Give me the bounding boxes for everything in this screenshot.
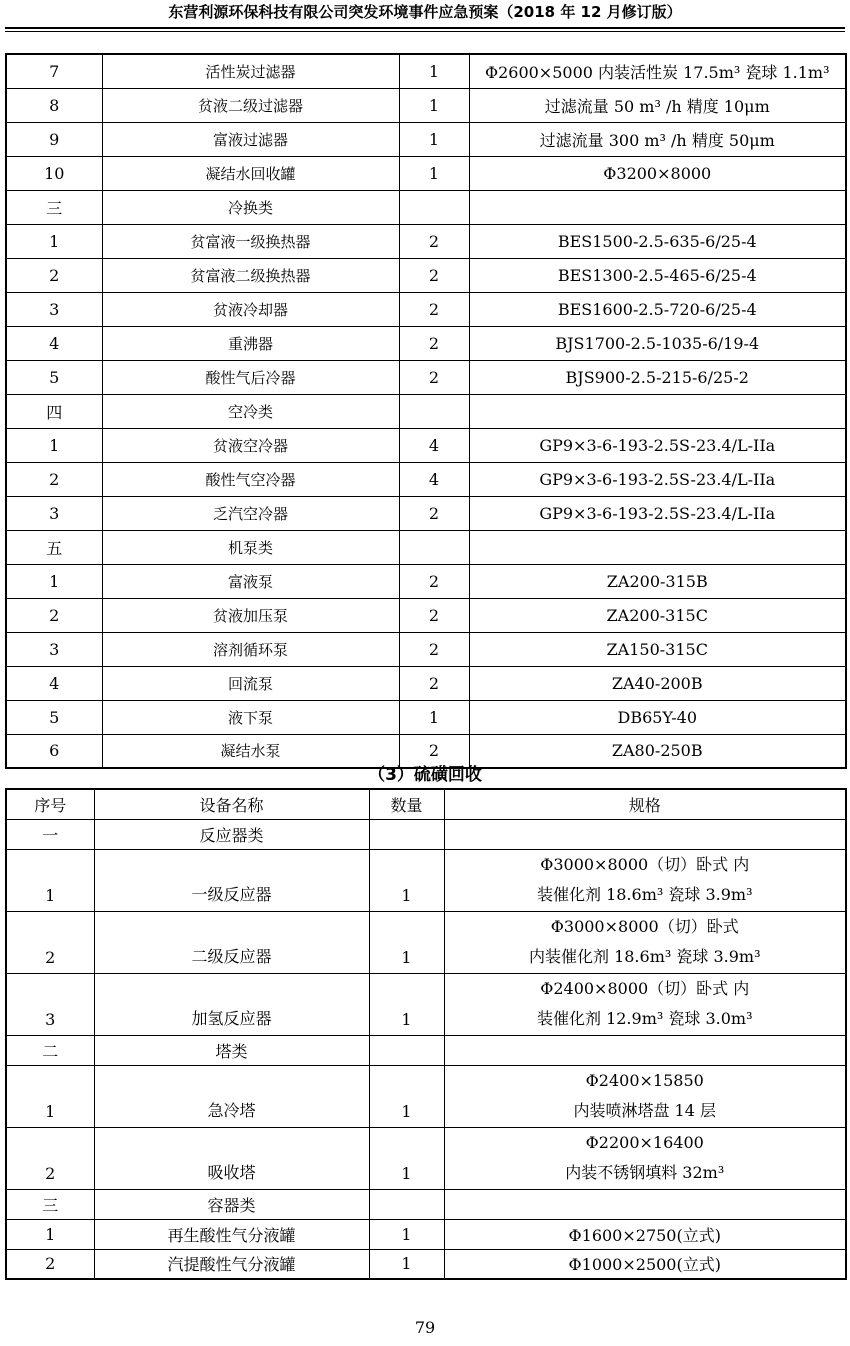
table-cell xyxy=(369,1189,444,1219)
table-cell: 富液泵 xyxy=(102,564,399,598)
table-cell: 1 xyxy=(6,1219,94,1249)
table-cell: ZA80-250B xyxy=(469,734,846,768)
table-cell xyxy=(444,1127,846,1189)
table-row xyxy=(6,326,846,360)
table-cell: 2 xyxy=(399,258,469,292)
table-cell: 2 xyxy=(399,360,469,394)
table-row xyxy=(6,462,846,496)
table-cell: 过滤流量 50 m³ /h 精度 10μm xyxy=(469,88,846,122)
table-cell: 2 xyxy=(6,462,102,496)
table-cell: ZA200-315C xyxy=(469,598,846,632)
table-cell: 过滤流量 300 m³ /h 精度 50μm xyxy=(469,122,846,156)
table-cell: GP9×3-6-193-2.5S-23.4/L-IIa xyxy=(469,496,846,530)
table-cell: 4 xyxy=(6,326,102,360)
spec-line: Φ3000×8000（切）卧式 xyxy=(550,917,739,936)
table-cell: 7 xyxy=(6,54,102,88)
table-cell: 3 xyxy=(6,632,102,666)
table-cell: 1 xyxy=(6,1065,94,1127)
table-row xyxy=(6,1189,846,1219)
table-cell: 贫液加压泵 xyxy=(102,598,399,632)
table-cell: 1 xyxy=(369,973,444,1035)
spec-line: 装催化剂 12.9m³ 瓷球 3.0m³ xyxy=(536,1009,753,1028)
table-cell: 2 xyxy=(6,598,102,632)
table-cell: 1 xyxy=(369,849,444,911)
page-number: 79 xyxy=(414,1318,436,1337)
table-cell: 二 xyxy=(6,1035,94,1065)
header-cell: 规格 xyxy=(444,789,846,819)
table-cell: 塔类 xyxy=(94,1035,369,1065)
table-row xyxy=(6,666,846,700)
table-cell: Φ2600×5000 内装活性炭 17.5m³ 瓷球 1.1m³ xyxy=(469,54,846,88)
table-cell: 4 xyxy=(6,666,102,700)
table-row xyxy=(6,156,846,190)
table-cell: 凝结水回收罐 xyxy=(102,156,399,190)
table-cell: 2 xyxy=(399,496,469,530)
table-cell: 3 xyxy=(6,973,94,1035)
table-cell: 吸收塔 xyxy=(94,1127,369,1189)
table-cell xyxy=(444,849,846,911)
table-cell: 三 xyxy=(6,190,102,224)
page-header: 东营利源环保科技有限公司突发环境事件应急预案（2018 年 12 月修订版） xyxy=(168,3,682,21)
table-cell: 酸性气空冷器 xyxy=(102,462,399,496)
table-row xyxy=(6,1127,846,1189)
table-cell: BJS900-2.5-215-6/25-2 xyxy=(469,360,846,394)
table-cell: 1 xyxy=(6,564,102,598)
table-cell: 一级反应器 xyxy=(94,849,369,911)
table-cell xyxy=(444,1189,846,1219)
table-cell: 再生酸性气分液罐 xyxy=(94,1219,369,1249)
table-cell: 2 xyxy=(399,598,469,632)
table-cell: 1 xyxy=(369,1249,444,1279)
table-cell: 急冷塔 xyxy=(94,1065,369,1127)
table-cell: 5 xyxy=(6,700,102,734)
table-cell xyxy=(399,530,469,564)
table-cell: Φ1000×2500(立式) xyxy=(444,1249,846,1279)
spec-line: 内装喷淋塔盘 14 层 xyxy=(573,1101,717,1120)
table-row xyxy=(6,973,846,1035)
table-cell: 2 xyxy=(399,734,469,768)
table-cell xyxy=(444,819,846,849)
table-cell: 容器类 xyxy=(94,1189,369,1219)
table-cell xyxy=(469,530,846,564)
table-row xyxy=(6,911,846,973)
spec-line: Φ2400×15850 xyxy=(585,1071,704,1090)
table-cell: GP9×3-6-193-2.5S-23.4/L-IIa xyxy=(469,462,846,496)
table-cell: GP9×3-6-193-2.5S-23.4/L-IIa xyxy=(469,428,846,462)
table-cell: 贫液二级过滤器 xyxy=(102,88,399,122)
table-row xyxy=(6,1035,846,1065)
header-rule-thin xyxy=(5,31,845,32)
table-cell xyxy=(444,1035,846,1065)
table-row xyxy=(6,224,846,258)
table-row xyxy=(6,564,846,598)
table-row xyxy=(6,54,846,88)
table-cell: 回流泵 xyxy=(102,666,399,700)
table-row xyxy=(6,819,846,849)
table-cell: 4 xyxy=(399,462,469,496)
table-row xyxy=(6,88,846,122)
table-cell: 1 xyxy=(6,428,102,462)
table-cell: 加氢反应器 xyxy=(94,973,369,1035)
table-cell: 一 xyxy=(6,819,94,849)
table-row xyxy=(6,190,846,224)
spec-line: Φ2200×16400 xyxy=(585,1133,704,1152)
table-cell: ZA200-315B xyxy=(469,564,846,598)
table-cell: 溶剂循环泵 xyxy=(102,632,399,666)
table-row xyxy=(6,598,846,632)
table-cell: 2 xyxy=(6,258,102,292)
table-cell: 贫液冷却器 xyxy=(102,292,399,326)
table-row xyxy=(6,360,846,394)
table-row xyxy=(6,428,846,462)
table-cell: Φ1600×2750(立式) xyxy=(444,1219,846,1249)
table-cell: 贫液空冷器 xyxy=(102,428,399,462)
equipment-table-continued xyxy=(5,53,847,769)
table-cell: BJS1700-2.5-1035-6/19-4 xyxy=(469,326,846,360)
table-cell: 1 xyxy=(369,911,444,973)
table-row xyxy=(6,258,846,292)
table-cell: BES1300-2.5-465-6/25-4 xyxy=(469,258,846,292)
spec-line: 内装催化剂 18.6m³ 瓷球 3.9m³ xyxy=(528,947,761,966)
header-cell: 数量 xyxy=(369,789,444,819)
table-cell: 8 xyxy=(6,88,102,122)
table-cell: 2 xyxy=(399,326,469,360)
table-cell: 液下泵 xyxy=(102,700,399,734)
table-cell: 二级反应器 xyxy=(94,911,369,973)
spec-line: Φ3000×8000（切）卧式 内 xyxy=(540,855,750,874)
table-cell: 2 xyxy=(399,224,469,258)
table-cell: 2 xyxy=(399,564,469,598)
table-cell: 四 xyxy=(6,394,102,428)
table-row xyxy=(6,496,846,530)
table-cell: 3 xyxy=(6,496,102,530)
table-cell: 2 xyxy=(6,911,94,973)
spec-line: 内装不锈钢填料 32m³ xyxy=(565,1163,725,1182)
table-row xyxy=(6,700,846,734)
table-cell: 反应器类 xyxy=(94,819,369,849)
sulfur-recovery-table xyxy=(5,788,847,1280)
table-cell: 空冷类 xyxy=(102,394,399,428)
spec-line: 装催化剂 18.6m³ 瓷球 3.9m³ xyxy=(536,885,753,904)
table-cell: DB65Y-40 xyxy=(469,700,846,734)
table-cell xyxy=(444,911,846,973)
table-cell: 贫富液一级换热器 xyxy=(102,224,399,258)
table-cell: 10 xyxy=(6,156,102,190)
table-row xyxy=(6,632,846,666)
header-cell: 设备名称 xyxy=(94,789,369,819)
table-cell xyxy=(444,1065,846,1127)
table-cell: 酸性气后冷器 xyxy=(102,360,399,394)
table-row xyxy=(6,122,846,156)
table-cell: 机泵类 xyxy=(102,530,399,564)
table-row xyxy=(6,1249,846,1279)
table-cell: BES1600-2.5-720-6/25-4 xyxy=(469,292,846,326)
table-row xyxy=(6,1065,846,1127)
table-cell: 6 xyxy=(6,734,102,768)
table-cell: 1 xyxy=(369,1065,444,1127)
header-rule xyxy=(5,27,845,29)
table-row xyxy=(6,292,846,326)
table-cell: 1 xyxy=(399,700,469,734)
table-cell: ZA150-315C xyxy=(469,632,846,666)
table-cell: BES1500-2.5-635-6/25-4 xyxy=(469,224,846,258)
table-cell xyxy=(369,819,444,849)
table-cell: 富液过滤器 xyxy=(102,122,399,156)
table-cell: 5 xyxy=(6,360,102,394)
table-cell: 三 xyxy=(6,1189,94,1219)
section-title: （3）硫磺回收 xyxy=(368,765,482,785)
spec-line: Φ2400×8000（切）卧式 内 xyxy=(540,979,750,998)
table-cell: 汽提酸性气分液罐 xyxy=(94,1249,369,1279)
table-cell: 2 xyxy=(399,666,469,700)
table-cell xyxy=(444,973,846,1035)
table-cell: 2 xyxy=(6,1127,94,1189)
table-cell: 贫富液二级换热器 xyxy=(102,258,399,292)
table-cell: 4 xyxy=(399,428,469,462)
table-cell: 凝结水泵 xyxy=(102,734,399,768)
table-cell: ZA40-200B xyxy=(469,666,846,700)
table-cell xyxy=(469,394,846,428)
table-header-row xyxy=(6,789,846,819)
table-cell: 1 xyxy=(6,849,94,911)
table-cell: 2 xyxy=(6,1249,94,1279)
table-cell: 活性炭过滤器 xyxy=(102,54,399,88)
table-cell: 2 xyxy=(399,292,469,326)
table-cell: 1 xyxy=(399,156,469,190)
table-row xyxy=(6,394,846,428)
table-row xyxy=(6,530,846,564)
table-cell: 1 xyxy=(369,1219,444,1249)
table-cell: 乏汽空冷器 xyxy=(102,496,399,530)
header-cell: 序号 xyxy=(6,789,94,819)
table-cell: 2 xyxy=(399,632,469,666)
table-row xyxy=(6,1219,846,1249)
table-cell: 1 xyxy=(399,54,469,88)
table-cell: Φ3200×8000 xyxy=(469,156,846,190)
table-cell xyxy=(399,190,469,224)
table-row xyxy=(6,849,846,911)
table-cell: 五 xyxy=(6,530,102,564)
table-cell: 1 xyxy=(6,224,102,258)
table-cell xyxy=(369,1035,444,1065)
table-cell xyxy=(399,394,469,428)
table-cell: 3 xyxy=(6,292,102,326)
table-cell: 1 xyxy=(399,88,469,122)
table-cell: 冷换类 xyxy=(102,190,399,224)
table-cell xyxy=(469,190,846,224)
table-cell: 9 xyxy=(6,122,102,156)
table-cell: 重沸器 xyxy=(102,326,399,360)
table-cell: 1 xyxy=(399,122,469,156)
table-cell: 1 xyxy=(369,1127,444,1189)
